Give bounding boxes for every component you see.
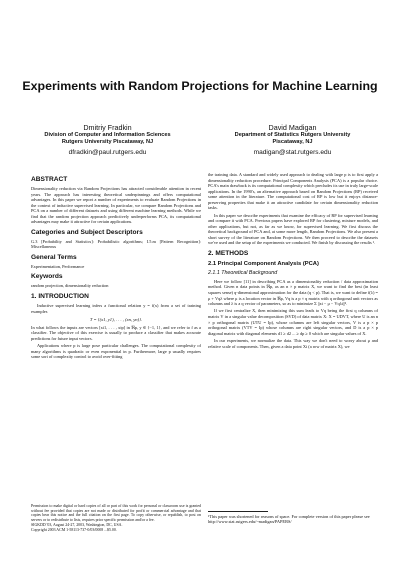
abstract-heading: ABSTRACT xyxy=(31,176,68,183)
author-name: David Madigan xyxy=(268,123,317,132)
abstract-text: Dimensionality reduction via Random Projections has attracted considerable attention in recent years. The approach has interesting theoretical underpinnings and offers computational advantages. In this paper we report a number of experiments to evaluate Random Projections in the context of inductive supervised learning. In particular, we compare Random Projections and PCA on a number of different datasets and using different machine learning methods. While we find that the random projection approach predictively underperforms PCA, its computational advantages may make it attractive for certain applications. xyxy=(31,186,201,225)
body-paragraph: the training data. A standard and widely used approach to dealing with large p is to first apply a dimensionality reduction procedure. Principal Components Analysis (PCA) is a popular choice. PCA's main drawback is its computational complexity which precludes its use in truly large-scale applications. In the 1990's, an alternative approach based on Random Projections (RP) received some attention in the literature. The computational cost of RP is low but it enjoys distance-preserving properties that make it an attractive candidate for certain dimensionality reduction tasks. xyxy=(208,172,378,211)
pca-heading: 2.1 Principal Component Analysis (PCA) xyxy=(208,260,319,267)
theoretical-background-heading: 2.1.1 Theoretical Background xyxy=(208,270,278,277)
body-paragraph: If we first centralize X, then minimizing this sum leads to Vq being the first q columns of matrix V in a singular value decomposition (SVD) of data matrix X: X = UDVT, where U is an n × p orthogonal matrix (UTU = Ip), whose columns are left singular vectors, V is a p × p orthogonal matrix (VTV = Ip) whose columns are right singular vectors, and D is a p × p diagonal matrix with diagonal elements d1 ≥ d2 ... ≥ dp ≥ 0 which are singular values of X. xyxy=(208,308,378,336)
categories-heading: Categories and Subject Descriptors xyxy=(31,228,143,236)
author-email: madigan@stat.rutgers.edu xyxy=(253,149,332,156)
training-set-formula: T = {(x1, y1), . . . , (xn, yn)}. xyxy=(89,316,143,322)
author-affiliation: Rutgers University Piscataway, NJ xyxy=(61,139,154,145)
body-paragraph: In our experiments, we normalize the data. This way we don't need to worry about μ and relative scale of components. Then, given a data point Xi (a row of matrix X), we xyxy=(208,337,378,349)
intro-paragraph: Applications where p is large pose particular challenges. The computational complexity of many algorithms is quadratic or even exponential in p. Furthermore, large p usually requires some sort of complexity control to avoid over-fitting xyxy=(31,343,201,360)
author-affiliation: Division of Computer and Information Sciences xyxy=(44,132,171,138)
author-block-1 xyxy=(20,123,195,157)
author-email: dfradkin@paul.rutgers.edu xyxy=(68,149,147,156)
keywords-heading: Keywords xyxy=(31,273,63,281)
general-terms-heading: General Terms xyxy=(31,253,77,261)
author-block-2 xyxy=(205,123,380,157)
copyright-permission: Permission to make digital or hard copies of all or part of this work for personal or classroom use is granted without fee provided that copies are not made or distributed for profit or commercial advantage and that copies bear this notice and the full citation on the first page. To copy otherwise, or republish, to post on servers or to redistribute to lists, requires prior specific permission and/or a fee. xyxy=(31,504,201,523)
copyright-notice xyxy=(31,504,201,532)
body-paragraph: In this paper we describe experiments that examine the efficacy of RP for supervised learning and compare it with PCA. Previous papers have explored RP for clustering, mixture models, and other applications, but not, as far as we know, for supervised learning. We first discuss the theoretical background of PCA and, at some more length, Random Projections. We also present a short survey of the literature on Random Projections. We then proceed to describe the datasets we've used and the setup of the experiments we conducted. We finish by discussing the results ¹. xyxy=(208,212,378,246)
intro-paragraph: In what follows the inputs are vectors [xi1, . . . , xip] in ℜp, y ∈ {−1, 1}, and we refer to f as a classifier. The objective of this exercise is usually to produce a classifier that makes accurate predictions for future input vectors. xyxy=(31,324,201,341)
keywords-text: random projection, dimensionality reduction xyxy=(31,283,109,289)
body-paragraph: Here we follow [11] in describing PCA as a dimensionality reduction / data approximation method. Given n data points in ℜp, as an n × p matrix X, we want to find the best (in least squares sense) q-dimensional approximation for the data (q < p). That is, we want to define f(λ) = μ + Vqλ where μ is a location vector in ℜp, Vq is a p × q matrix with q orthogonal unit vectors as columns and λ is a q vector of parameters, so as to minimize Σ ||xi − μ − Vqλi||². xyxy=(208,278,378,307)
introduction-heading: 1. INTRODUCTION xyxy=(31,293,89,301)
left-column xyxy=(31,172,201,362)
author-name: Dmitriy Fradkin xyxy=(83,123,132,132)
methods-heading: 2. METHODS xyxy=(208,249,249,257)
footnote: ¹This paper was shortened for reasons of space. For complete version of this paper please see http://www.stat.rutgers.edu/~madigan/PAPERS/ xyxy=(208,514,370,525)
author-affiliation: Piscataway, NJ xyxy=(272,139,313,145)
intro-paragraph: Inductive supervised learning infers a functional relation y = f(x) from a set of training examples xyxy=(31,303,201,314)
categories-text: G.3 [Probability and Statistics]: Probabilistic algorithms; I.5.m [Pattern Recognition]: Miscellaneous xyxy=(31,238,201,250)
general-terms-text: Experimentation, Performance xyxy=(31,263,85,269)
copyright-conference: SIGKDD '03, August 24-27, 2003, Washington, DC, USA. xyxy=(31,522,123,527)
copyright-line: Copyright 2003 ACM 1-58113-737-0/03/0008 ...$5.00. xyxy=(31,527,117,532)
author-affiliation: Department of Statistics Rutgers University xyxy=(234,132,351,138)
right-column xyxy=(208,172,378,351)
paper-title: Experiments with Random Projections for Machine Learning xyxy=(22,79,378,93)
footnote-rule xyxy=(208,511,268,512)
